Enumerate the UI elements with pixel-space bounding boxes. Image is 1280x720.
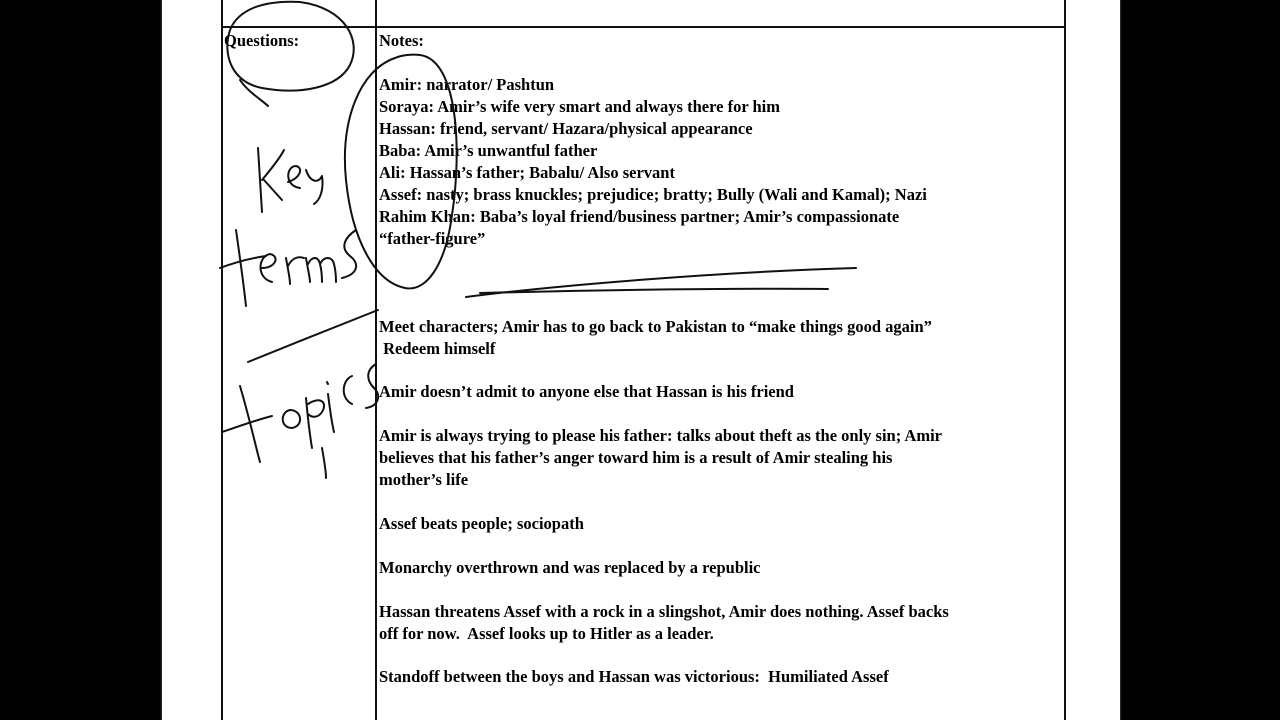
note-line: Amir: narrator/ Pashtun (379, 75, 555, 94)
topic-line: Amir is always trying to please his father: talks about theft as the only sin; Amir (379, 426, 942, 445)
note-line: “father-figure” (379, 229, 486, 248)
notes-header: Notes: (379, 31, 424, 50)
questions-header: Questions: (224, 31, 300, 50)
note-line: Rahim Khan: Baba’s loyal friend/business partner; Amir’s compassionate (379, 207, 900, 226)
note-line: Assef: nasty; brass knuckles; prejudice; bratty; Bully (Wali and Kamal); Nazi (379, 185, 927, 204)
topic-line: Assef beats people; sociopath (379, 514, 584, 533)
note-line: Baba: Amir’s unwantful father (379, 141, 598, 160)
topic-line: believes that his father’s anger toward him is a result of Amir stealing his (379, 448, 893, 467)
note-line: Soraya: Amir’s wife very smart and always there for him (379, 97, 780, 116)
document-page (162, 0, 1120, 720)
topic-line: Standoff between the boys and Hassan was victorious: Humiliated Assef (379, 667, 889, 686)
header-row-border (221, 26, 1066, 28)
topic-line: Meet characters; Amir has to go back to Pakistan to “make things good again” (379, 317, 932, 336)
note-line: Hassan: friend, servant/ Hazara/physical appearance (379, 119, 753, 138)
table-left-border (221, 0, 223, 720)
topic-line: Amir doesn’t admit to anyone else that Hassan is his friend (379, 382, 794, 401)
note-line: Ali: Hassan’s father; Babalu/ Also servant (379, 163, 675, 182)
table-right-border (1064, 0, 1066, 720)
topic-line: Hassan threatens Assef with a rock in a slingshot, Amir does nothing. Assef backs (379, 602, 949, 621)
column-divider (375, 0, 377, 720)
topic-line: off for now. Assef looks up to Hitler as a leader. (379, 624, 714, 643)
topic-line: mother’s life (379, 470, 469, 489)
topic-line: Redeem himself (379, 339, 496, 358)
topic-line: Monarchy overthrown and was replaced by a republic (379, 558, 761, 577)
